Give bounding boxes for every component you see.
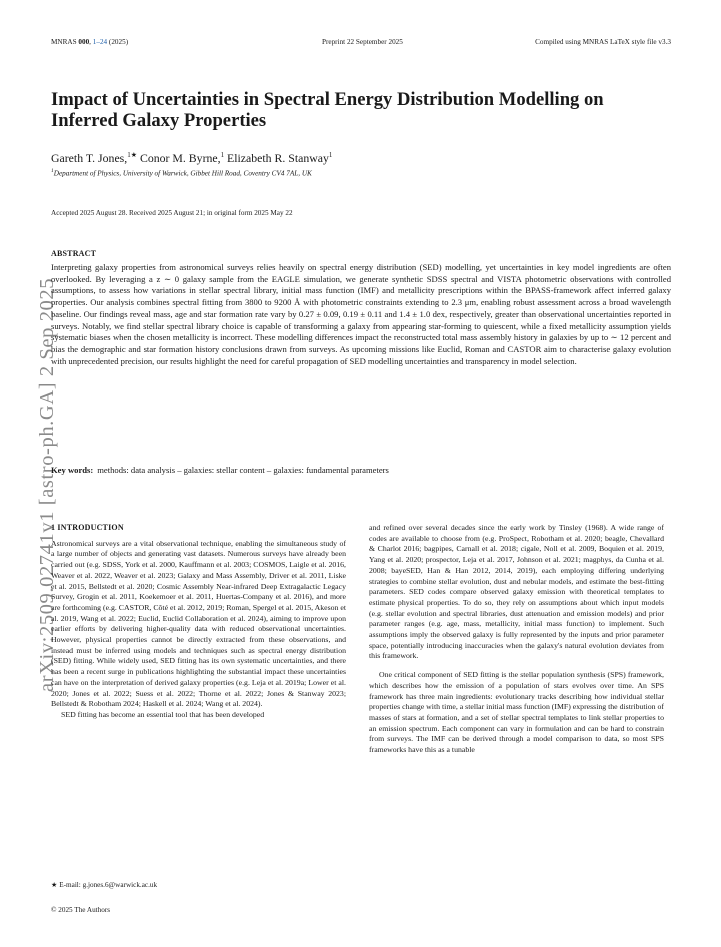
preprint-date: Preprint 22 September 2025	[322, 38, 403, 46]
arxiv-identifier-stamp[interactable]: arXiv:2509.02741v1 [astro-ph.GA] 2 Sep 2025	[36, 277, 58, 692]
author-affil-mark: 1	[328, 151, 333, 160]
author-affil-mark: 1	[220, 151, 225, 160]
author-name: Elizabeth R. Stanway	[227, 151, 329, 165]
paper-title: Impact of Uncertainties in Spectral Energy Distribution Modelling on Inferred Galaxy Properties	[51, 89, 604, 131]
footnote-email	[51, 880, 157, 889]
author-name: Gareth T. Jones,	[51, 151, 128, 165]
compiled-note: Compiled using MNRAS LaTeX style file v3.3	[535, 38, 671, 46]
keywords-label: Key words:	[51, 465, 94, 475]
copyright-notice: © 2025 The Authors	[51, 906, 111, 914]
keywords-line	[51, 465, 671, 477]
footnote-mark: ★	[51, 881, 58, 889]
intro-paragraph: Astronomical surveys are a vital observational technique, enabling the simultaneous study of a large number of objects and generating vast datasets. Numerous surveys have already been carried out (e.g. SDSS, York et al. 2000, Kauffmann et al. 2003; COSMOS, Laigle et al. 2016, Weaver et al. 2022, Weaver et al. 2023; Galaxy and Mass Assembly, Driver et al. 2011, Liske et al. 2015, Bellstedt et al. 2020; Cosmic Assembly Near-infrared Deep Extragalactic Legacy Survey, Grogin et al. 2011, Koekemoer et al. 2011, Huertas-Company et al. 2016), and more are forthcoming (e.g. CASTOR, Côté et al. 2012, 2019; Roman, Spergel et al. 2015, Akeson et al. 2019, Wang et al. 2022; Euclid, Euclid Collaboration et al. 2024), aiming to improve upon earlier efforts by delivering higher-quality data with reduced observational uncertainties. However, physical properties cannot be directly extracted from these observations, and instead must be inferred using models and techniques such as spectral energy distribution (SED) fitting. While widely used, SED fitting has its own systematic uncertainties, and there has been a recent surge in publications highlighting the substantial impact these uncertainties can have on the interpretation of derived galaxy properties (e.g. Leja et al. 2019a; Lower et al. 2020; Jones et al. 2022; Suess et al. 2022; Thorne et al. 2022; Jones & Stanway 2023; Bellstedt & Robotham 2024; Haskell et al. 2024; Wang et al. 2024).	[51, 538, 346, 709]
intro-paragraph: SED fitting has become an essential tool that has been developed	[61, 709, 265, 719]
right-column	[369, 523, 664, 756]
section-heading-introduction: 1 INTRODUCTION	[51, 523, 124, 532]
intro-paragraph: One critical component of SED fitting is the stellar population synthesis (SPS) framework, which describes how the emission of a population of stars evolves over time. An SPS framework has three main ingredients: evolutionary tracks describing how individual stellar properties change with time, a stellar initial mass function (IMF) expressing the distribution of masses of stars at formation, and a set of stellar spectral templates to link stellar properties to an emission spectrum. Each component can vary in formulation and can be hard to constrain from surveys. The IMF can be derived through a model comparison to data, so most SPS frameworks have this as a tunable	[369, 670, 664, 755]
running-header	[51, 38, 671, 50]
author-name: Conor M. Byrne,	[139, 151, 221, 165]
author-list	[51, 151, 332, 166]
footnote-text: E-mail: g.jones.6@warwick.ac.uk	[59, 881, 158, 889]
volume-number: 000	[78, 38, 90, 46]
submission-dates: Accepted 2025 August 28. Received 2025 August 21; in original form 2025 May 22	[51, 209, 293, 217]
journal-name: MNRAS	[51, 38, 77, 46]
affiliation	[51, 168, 312, 177]
journal-citation: MNRAS 000, 1–24 (2025)	[51, 38, 129, 46]
page-range-link[interactable]: 1–24	[92, 38, 108, 46]
affiliation-text: Department of Physics, University of Warwick, Gibbet Hill Road, Coventry CV4 7AL, UK	[53, 169, 312, 178]
abstract-heading: ABSTRACT	[51, 249, 97, 258]
keywords-text: methods: data analysis – galaxies: stellar content – galaxies: fundamental parameters	[97, 465, 389, 475]
affiliation-mark: 1	[51, 168, 54, 174]
author-affil-mark: 1★	[127, 151, 138, 160]
year: (2025)	[108, 38, 129, 46]
abstract-text: Interpreting galaxy properties from astronomical surveys relies heavily on spectral energy distribution (SED) modelling, yet uncertainties in key model ingredients are often overlooked. By leveraging a z ∼ 0 galaxy sample from the EAGLE simulation, we generate synthetic SDSS spectral and VISTA photometric observations with controlled assumptions, to assess how variations in stellar spectral library, initial mass function (IMF) and metallicity prescriptions within the BPASS-framework affect inferred galaxy properties. Our analysis combines spectral fitting from 3800 to 9200 Å with photometric constraints extending to 2.3 μm, enabling robust assessment across a broad wavelength baseline. Our findings reveal mass, age and star formation rate vary by 0.27 ± 0.09, 0.19 ± 0.11 and 1.4 ± 1.0 dex, respectively, greater than observational uncertainties reported in surveys. Notably, we find stellar spectral library choice is capable of transforming a galaxy from appearing star-forming to quiescent, while a fixed metallicity assumption yields systematic biases when the chosen metallicity is incorrect. These modelling differences impact the reconstructed total mass assembly history in galaxies by up to ∼ 12 percent and bias the demographic and star formation history conclusions drawn from surveys. As upcoming missions like Euclid, Roman and CASTOR aim to characterise galaxy evolution with unprecedented precision, our results highlight the need for careful propagation of SED modelling uncertainties and transparency in model selection.	[51, 262, 671, 366]
left-column	[51, 523, 346, 721]
intro-paragraph: and refined over several decades since the early work by Tinsley (1968). A wide range of codes are available to choose from (e.g. ProSpect, Robotham et al. 2020; beagle, Chevallard & Charlot 2016; bagpipes, Carnall et al. 2018; cigale, Noll et al. 2009, Boquien et al. 2019, Yang et al. 2020; prospector, Leja et al. 2017, Johnson et al. 2021; magphys, da Cunha et al. 2008; bayeSED, Han & Han 2012, 2014, 2019), each employing differing underlying strategies to combine stellar evolution, dust and nebular models, and estimate the best-fitting parameters. SED codes compare observed galaxy emission with theoretical templates to estimate physical properties. To do so, they rely on assumptions about which input models (e.g. stellar evolution and spectral libraries, dust attenuation and emission models) and prior parameter ranges (e.g. age, mass, metallicity, initial mass function) to implement. Such assumptions imply the observed galaxy is fully represented by the inputs and prior parameter space, potentially introducing inaccuracies when the galaxy's natural evolution deviates from this framework.	[369, 523, 664, 661]
